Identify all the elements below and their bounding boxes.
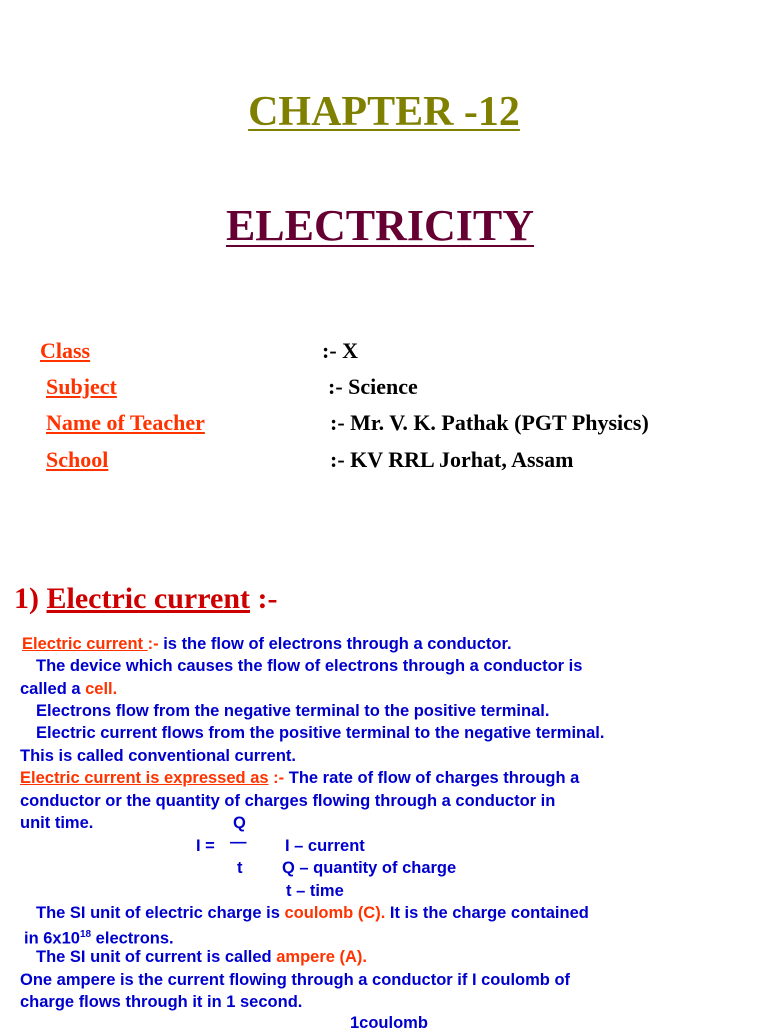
body-line-12 xyxy=(36,946,367,969)
text: The SI unit of electric charge is xyxy=(36,904,285,922)
subject-value: :- Science xyxy=(328,374,418,399)
text: called a xyxy=(20,680,86,698)
body-line-3 xyxy=(20,678,117,701)
section-heading-text: Electric current xyxy=(46,582,251,615)
text: It is the charge contained xyxy=(385,904,589,922)
body-line-9: unit time. xyxy=(20,814,94,832)
subject-label: Subject xyxy=(46,374,117,399)
body-line-6: This is called conventional current. xyxy=(20,747,296,765)
teacher-label: Name of Teacher xyxy=(46,410,205,435)
body-line-8: conductor or the quantity of charges flowing through a conductor in xyxy=(20,792,556,810)
term-expressed: Electric current is expressed as xyxy=(20,769,269,787)
exponent: 18 xyxy=(79,929,92,940)
term-electric-current: Electric current xyxy=(22,635,148,653)
formula-fraction-bar: — xyxy=(230,833,247,851)
term-coulomb: coulomb (C). xyxy=(284,904,386,922)
separator: :- xyxy=(147,635,164,653)
body-line-5: Electric current flows from the positive terminal to the negative terminal. xyxy=(36,724,605,742)
body-line-1 xyxy=(22,633,512,656)
text: The SI unit of current is called xyxy=(36,948,277,966)
class-row xyxy=(40,338,90,364)
section-heading xyxy=(14,582,278,616)
page-title xyxy=(0,200,760,251)
definition-text: is the flow of electrons through a conductor. xyxy=(163,635,512,653)
school-label: School xyxy=(46,447,109,472)
body-line-4: Electrons flow from the negative terminal to the positive terminal. xyxy=(36,702,550,720)
legend-time: t – time xyxy=(286,882,344,900)
school-row xyxy=(46,447,108,473)
class-label: Class xyxy=(40,338,91,363)
section-suffix: :- xyxy=(250,582,278,615)
teacher-row xyxy=(46,410,205,436)
text: in 6x10 xyxy=(24,929,80,948)
class-value: :- X xyxy=(322,338,359,363)
formula-lhs: I = xyxy=(196,837,215,855)
body-line-13: One ampere is the current flowing through a conductor if I coulomb of xyxy=(20,971,571,989)
body-line-15: 1coulomb xyxy=(350,1014,428,1032)
formula-denominator: t xyxy=(237,859,243,877)
text: electrons. xyxy=(91,929,174,948)
title-text: ELECTRICITY xyxy=(225,201,535,250)
body-line-14: charge flows through it in 1 second. xyxy=(20,993,303,1011)
teacher-value: :- Mr. V. K. Pathak (PGT Physics) xyxy=(330,410,649,435)
body-line-7 xyxy=(20,767,579,790)
body-line-2: The device which causes the flow of electrons through a conductor is xyxy=(36,657,583,675)
body-line-10 xyxy=(36,902,589,925)
legend-current: I – current xyxy=(285,837,365,855)
term-ampere: ampere (A). xyxy=(276,948,367,966)
section-number: 1) xyxy=(14,582,47,615)
formula-numerator: Q xyxy=(233,814,246,832)
school-value: :- KV RRL Jorhat, Assam xyxy=(330,447,574,472)
subject-row xyxy=(46,374,117,400)
term-cell: cell. xyxy=(85,680,118,698)
legend-charge: Q – quantity of charge xyxy=(282,859,457,877)
chapter-text: CHAPTER -12 xyxy=(248,89,520,135)
chapter-heading xyxy=(0,88,768,136)
text: The rate of flow of charges through a xyxy=(288,769,580,787)
separator: :- xyxy=(268,769,289,787)
